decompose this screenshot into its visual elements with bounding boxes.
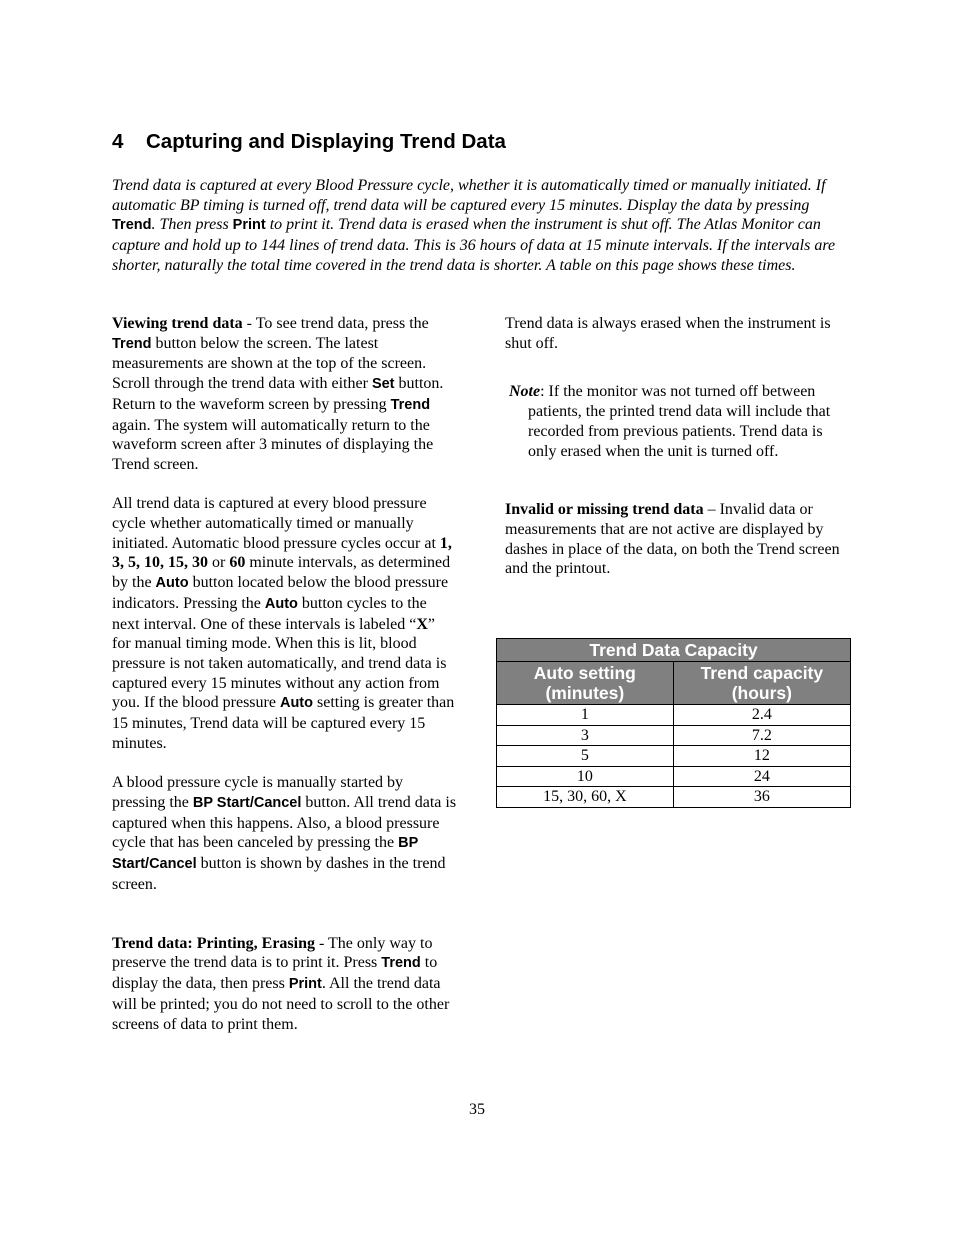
body-text: ” for manual timing mode. When this is lit, blood pressure is not taken automatically, and trend data is captured every 15 minutes without any action from you. If the blood pressure <box>112 615 447 712</box>
note-paragraph <box>505 382 850 461</box>
intro-text: . Then press <box>151 216 233 234</box>
viewing-paragraph <box>112 314 457 475</box>
body-text: button below the screen. The latest measurements are shown at the top of the screen. Scroll through the trend data with either <box>112 334 427 393</box>
table-cell: 5 <box>497 746 674 767</box>
column-header: Trend capacity (hours) <box>673 662 850 705</box>
table-row <box>497 787 851 808</box>
table-cell: 12 <box>673 746 850 767</box>
auto-keyword: Auto <box>155 575 189 592</box>
interval-x: X <box>416 615 428 633</box>
table-row <box>497 766 851 787</box>
table-cell: 10 <box>497 766 674 787</box>
body-text: button is shown by dashes in the trend screen. <box>112 854 446 893</box>
intro-text: to print it. Trend data is erased when the instrument is shut off. The Atlas Monitor can capture and hold up to 144 lines of trend data. This is 36 hours of data at 15 minute intervals. If the intervals are shorter, naturally the total time covered in the trend data is shorter. A table on this page shows these times. <box>112 216 836 274</box>
table-row <box>497 725 851 746</box>
printing-title: Trend data: Printing, Erasing <box>112 934 315 952</box>
bp-start-cancel-keyword: BP Start/Cancel <box>192 794 302 811</box>
all-trend-paragraph <box>112 494 457 753</box>
section-heading <box>112 130 506 154</box>
body-text: button. All trend data is captured when this happens. Also, a blood pressure cycle that has been canceled by pressing the <box>112 793 457 852</box>
body-text: again. The system will automatically return to the waveform screen after 3 minutes of displaying the Trend screen. <box>112 416 434 473</box>
table-cell: 24 <box>673 766 850 787</box>
print-keyword: Print <box>232 217 266 234</box>
intro-paragraph <box>112 176 842 276</box>
body-text: or <box>208 554 230 572</box>
auto-keyword: Auto <box>279 695 313 712</box>
erased-paragraph: Trend data is always erased when the instrument is shut off. <box>505 315 831 352</box>
body-text: A blood pressure cycle is manually started by pressing the <box>112 774 404 811</box>
invalid-paragraph <box>505 500 850 579</box>
left-column <box>112 314 457 1034</box>
manual-paragraph <box>112 773 457 894</box>
table-caption: Trend Data Capacity <box>497 639 851 662</box>
section-title: Capturing and Displaying Trend Data <box>146 130 506 153</box>
table-cell: 36 <box>673 787 850 808</box>
body-text: button cycles to the next interval. One of these intervals is labeled “ <box>112 594 427 633</box>
body-text: . All the trend data will be printed; you do not need to scroll to the other screens of data to print them. <box>112 975 450 1033</box>
table-row <box>497 705 851 726</box>
note-text: : If the monitor was not turned off between patients, the printed trend data will include that recorded from previous patients. Trend data is only erased when the unit is turned off. <box>528 383 831 460</box>
table-row <box>497 746 851 767</box>
interval-values: 60 <box>229 554 246 572</box>
invalid-title: Invalid or missing trend data <box>505 501 704 519</box>
table-cell: 15, 30, 60, X <box>497 787 674 808</box>
body-text: – Invalid data or measurements that are not active are displayed by dashes in place of the data, on both the Trend screen and the printout. <box>505 501 840 578</box>
table-cell: 1 <box>497 705 674 726</box>
table-cell: 7.2 <box>673 725 850 746</box>
bp-start-cancel-keyword: BP Start/Cancel <box>112 835 418 872</box>
body-text: to display the data, then press <box>112 954 438 993</box>
section-number: 4 <box>112 130 124 153</box>
set-keyword: Set <box>371 376 395 393</box>
right-column <box>505 314 850 579</box>
viewing-title: Viewing trend data <box>112 315 243 332</box>
note-label: Note <box>509 383 541 401</box>
body-text: button. Return to the waveform screen by pressing <box>112 375 444 413</box>
trend-capacity-table <box>496 638 851 808</box>
trend-keyword: Trend <box>112 217 152 234</box>
body-text: All trend data is captured at every blood pressure cycle whether automatically timed or manually initiated. Automatic blood pressure cycles occur at <box>112 495 440 552</box>
body-text: - To see trend data, press the <box>242 315 429 332</box>
body-text: minute intervals, as determined by the <box>112 554 451 592</box>
printing-paragraph <box>112 934 457 1035</box>
page-number: 35 <box>469 1101 485 1118</box>
trend-keyword: Trend <box>381 955 421 972</box>
intro-text: Trend data is captured at every Blood Pressure cycle, whether it is automatically timed or manually initiated. If automatic BP timing is turned off, trend data will be captured every 15 minutes. Display the data by pressing <box>112 177 826 214</box>
table-cell: 2.4 <box>673 705 850 726</box>
body-text: button located below the blood pressure indicators. Pressing the <box>112 574 449 612</box>
table-cell: 3 <box>497 725 674 746</box>
body-text: setting is greater than 15 minutes, Trend data will be captured every 15 minutes. <box>112 694 455 752</box>
auto-keyword: Auto <box>264 595 298 612</box>
trend-keyword: Trend <box>112 335 152 352</box>
body-text: - The only way to preserve the trend data is to print it. Press <box>112 934 433 972</box>
column-header: Auto setting (minutes) <box>497 662 674 705</box>
print-keyword: Print <box>288 976 322 993</box>
trend-keyword: Trend <box>390 396 431 413</box>
interval-values: 1, 3, 5, 10, 15, 30 <box>112 534 452 572</box>
